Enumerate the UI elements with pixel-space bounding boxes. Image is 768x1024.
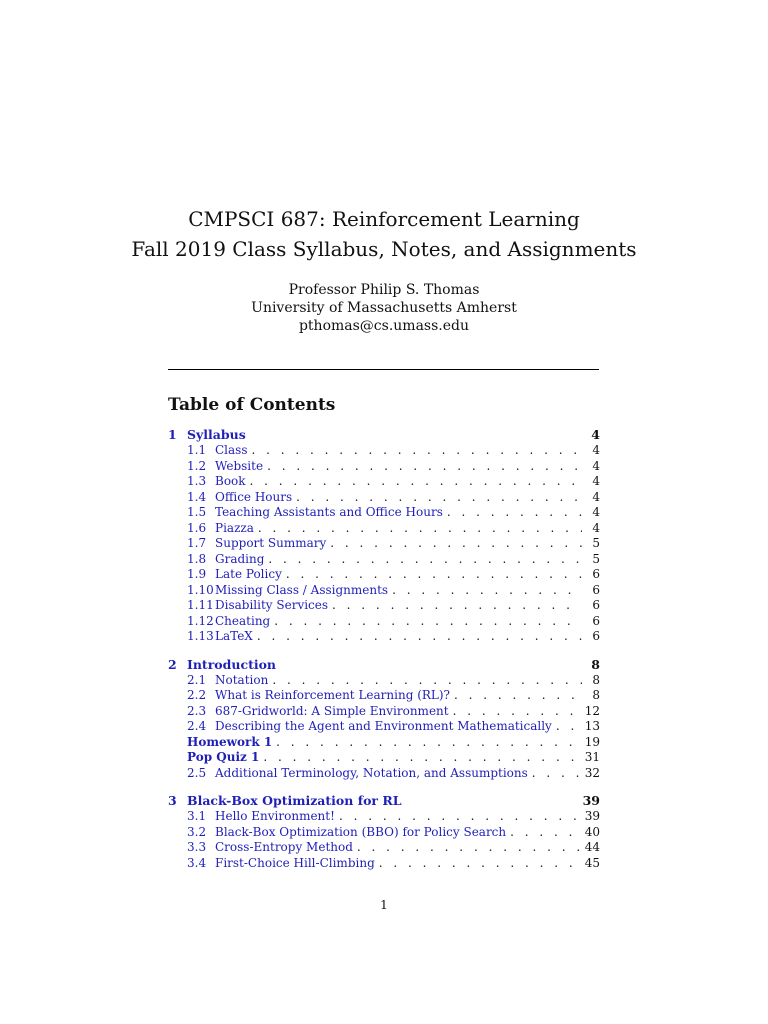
subsection-page-number: 4 (592, 505, 600, 519)
subsection-title-link[interactable]: 687-Gridworld: A Simple Environment (215, 703, 449, 718)
dot-leader (267, 459, 582, 473)
subsection-page-number: 13 (584, 719, 600, 733)
subsection-number: 2.4 (187, 719, 207, 733)
subsection-number: 1.7 (187, 536, 207, 550)
dot-leader (447, 505, 582, 519)
toc-subsection-entry[interactable] (168, 825, 600, 841)
dot-leader (379, 856, 581, 870)
subsection-title-link[interactable]: Additional Terminology, Notation, and Assumptions (215, 765, 528, 780)
dot-leader (392, 583, 582, 597)
toc-subsection-entry[interactable] (168, 567, 600, 583)
subsection-number: 3.3 (187, 840, 207, 854)
dot-leader (263, 750, 580, 764)
section-number: 2 (168, 656, 177, 672)
subsection-number: 1.1 (187, 443, 207, 457)
subsection-title-link[interactable]: Support Summary (215, 536, 327, 550)
subsection-number: 1.9 (187, 567, 207, 581)
subsection-title-link[interactable]: Piazza (215, 520, 254, 535)
toc-section-entry[interactable] (168, 427, 600, 443)
subsection-page-number: 31 (584, 750, 600, 764)
toc-subsection-entry[interactable] (168, 614, 600, 630)
subsection-page-number: 6 (592, 629, 600, 643)
toc-subsection-entry[interactable] (168, 459, 600, 475)
subsection-title-link[interactable]: Disability Services (215, 598, 329, 612)
subsection-title-link[interactable]: Missing Class / Assignments (215, 582, 389, 597)
subsection-title-link[interactable]: Office Hours (215, 489, 293, 504)
toc-subsection-entry[interactable] (168, 443, 600, 459)
dot-leader (510, 825, 581, 839)
toc-subsection-entry[interactable] (168, 552, 600, 568)
subsection-page-number: 5 (592, 551, 600, 566)
dot-leader (332, 598, 582, 612)
subsection-number: 2.3 (187, 703, 207, 718)
subsection-number: 2.2 (187, 688, 207, 702)
subsection-page-number: 6 (592, 598, 600, 612)
subsection-number: 1.2 (187, 458, 207, 473)
toc-subsection-entry[interactable] (168, 583, 600, 599)
subsection-page-number: 40 (584, 824, 600, 839)
toc-subsection-entry[interactable] (168, 856, 600, 872)
subsection-title-link[interactable]: Black-Box Optimization (BBO) for Policy Search (215, 824, 507, 839)
subsection-page-number: 8 (592, 688, 600, 702)
subsection-page-number: 45 (584, 855, 600, 870)
toc-section-entry[interactable] (168, 657, 600, 673)
subsection-title-link[interactable]: Late Policy (215, 567, 282, 581)
subsection-title-link[interactable]: LaTeX (215, 629, 253, 643)
subsection-page-number: 4 (592, 458, 600, 473)
subsection-title-link[interactable]: Grading (215, 551, 265, 566)
author-name: Professor Philip S. Thomas (288, 282, 480, 298)
subsection-page-number: 44 (584, 840, 600, 854)
toc-subsection-entry[interactable] (168, 490, 600, 506)
toc-bold-entry-link[interactable]: Homework 1 (187, 734, 273, 749)
section-page-number: 39 (582, 793, 600, 808)
subsection-number: 2.1 (187, 672, 207, 687)
subsection-number: 3.1 (187, 809, 207, 823)
dot-leader (556, 719, 581, 733)
section-title-link[interactable]: Introduction (187, 656, 277, 672)
dot-leader (453, 704, 581, 718)
subsection-page-number: 4 (592, 443, 600, 457)
subsection-page-number: 6 (592, 567, 600, 581)
subsection-number: 1.12 (187, 613, 214, 628)
author-email: pthomas@cs.umass.edu (298, 318, 470, 334)
toc-section (168, 793, 600, 871)
subsection-page-number: 32 (584, 765, 600, 780)
dot-leader (276, 735, 581, 749)
section-page-number: 8 (591, 656, 600, 672)
toc-section-entry[interactable] (168, 793, 600, 809)
toc-subsection-entry[interactable] (168, 704, 600, 720)
toc-section (168, 427, 600, 645)
subsection-title-link[interactable]: Website (215, 458, 264, 473)
subsection-title-link[interactable]: Cross-Entropy Method (215, 840, 353, 854)
dot-leader (339, 809, 581, 823)
page-number: 1 (380, 898, 388, 912)
subsection-page-number: 19 (584, 734, 600, 749)
subsection-page-number: 4 (592, 489, 600, 504)
section-number: 3 (168, 793, 177, 808)
table-of-contents (168, 427, 600, 883)
subsection-title-link[interactable]: Teaching Assistants and Office Hours (215, 505, 443, 519)
dot-leader (250, 474, 582, 488)
subsection-title-link[interactable]: Class (215, 443, 248, 457)
dot-leader (272, 673, 582, 687)
dot-leader (454, 688, 582, 702)
author-affiliation: University of Massachusetts Amherst (251, 300, 517, 316)
dot-leader (357, 840, 581, 854)
toc-subsection-entry[interactable] (168, 750, 600, 766)
toc-subsection-entry[interactable] (168, 598, 600, 614)
toc-subsection-entry[interactable] (168, 809, 600, 825)
subsection-number: 1.6 (187, 520, 207, 535)
subsection-number: 2.5 (187, 765, 207, 780)
horizontal-rule (168, 369, 599, 370)
subsection-page-number: 12 (584, 703, 600, 718)
dot-leader (296, 490, 582, 504)
toc-subsection-entry[interactable] (168, 840, 600, 856)
subsection-title-link[interactable]: First-Choice Hill-Climbing (215, 855, 375, 870)
subsection-title-link[interactable]: Cheating (215, 613, 271, 628)
subsection-page-number: 6 (592, 582, 600, 597)
toc-heading: Table of Contents (168, 395, 336, 415)
subsection-number: 1.4 (187, 489, 207, 504)
toc-subsection-entry[interactable] (168, 536, 600, 552)
dot-leader (257, 629, 582, 643)
subsection-number: 1.11 (187, 598, 214, 612)
subsection-page-number: 4 (592, 520, 600, 535)
dot-leader (268, 552, 582, 566)
subsection-page-number: 8 (592, 672, 600, 687)
toc-subsection-entry[interactable] (168, 735, 600, 751)
title-line-1: CMPSCI 687: Reinforcement Learning (188, 207, 580, 231)
subsection-number: 1.13 (187, 629, 214, 643)
dot-leader (532, 766, 581, 780)
section-title-link[interactable]: Black-Box Optimization for RL (187, 793, 402, 808)
dot-leader (258, 521, 582, 535)
toc-subsection-entry[interactable] (168, 629, 600, 645)
toc-section (168, 657, 600, 782)
toc-subsection-entry[interactable] (168, 688, 600, 704)
subsection-title-link[interactable]: Notation (215, 672, 269, 687)
toc-bold-entry-link[interactable]: Pop Quiz 1 (187, 750, 260, 764)
subsection-number: 3.2 (187, 824, 207, 839)
toc-subsection-entry[interactable] (168, 521, 600, 537)
subsection-page-number: 6 (592, 613, 600, 628)
toc-subsection-entry[interactable] (168, 505, 600, 521)
toc-subsection-entry[interactable] (168, 673, 600, 689)
dot-leader (330, 536, 582, 550)
subsection-number: 1.10 (187, 582, 214, 597)
subsection-number: 1.3 (187, 474, 207, 488)
subsection-title-link[interactable]: What is Reinforcement Learning (RL)? (215, 688, 450, 702)
subsection-number: 3.4 (187, 855, 207, 870)
dot-leader (252, 443, 583, 457)
toc-subsection-entry[interactable] (168, 719, 600, 735)
toc-subsection-entry[interactable] (168, 766, 600, 782)
author-info (0, 281, 768, 335)
subsection-number: 1.8 (187, 551, 207, 566)
document-title (0, 204, 768, 264)
dot-leader (286, 567, 582, 581)
section-number: 1 (168, 427, 177, 442)
dot-leader (274, 614, 582, 628)
subsection-page-number: 4 (592, 474, 600, 488)
subsection-title-link[interactable]: Describing the Agent and Environment Mathematically (215, 719, 552, 733)
subsection-number: 1.5 (187, 505, 207, 519)
section-title-link[interactable]: Syllabus (187, 427, 246, 442)
section-page-number: 4 (591, 427, 600, 442)
title-line-2: Fall 2019 Class Syllabus, Notes, and Assignments (131, 237, 637, 261)
subsection-title-link[interactable]: Hello Environment! (215, 809, 335, 823)
subsection-page-number: 39 (584, 809, 600, 823)
subsection-title-link[interactable]: Book (215, 474, 246, 488)
subsection-page-number: 5 (592, 536, 600, 550)
toc-subsection-entry[interactable] (168, 474, 600, 490)
